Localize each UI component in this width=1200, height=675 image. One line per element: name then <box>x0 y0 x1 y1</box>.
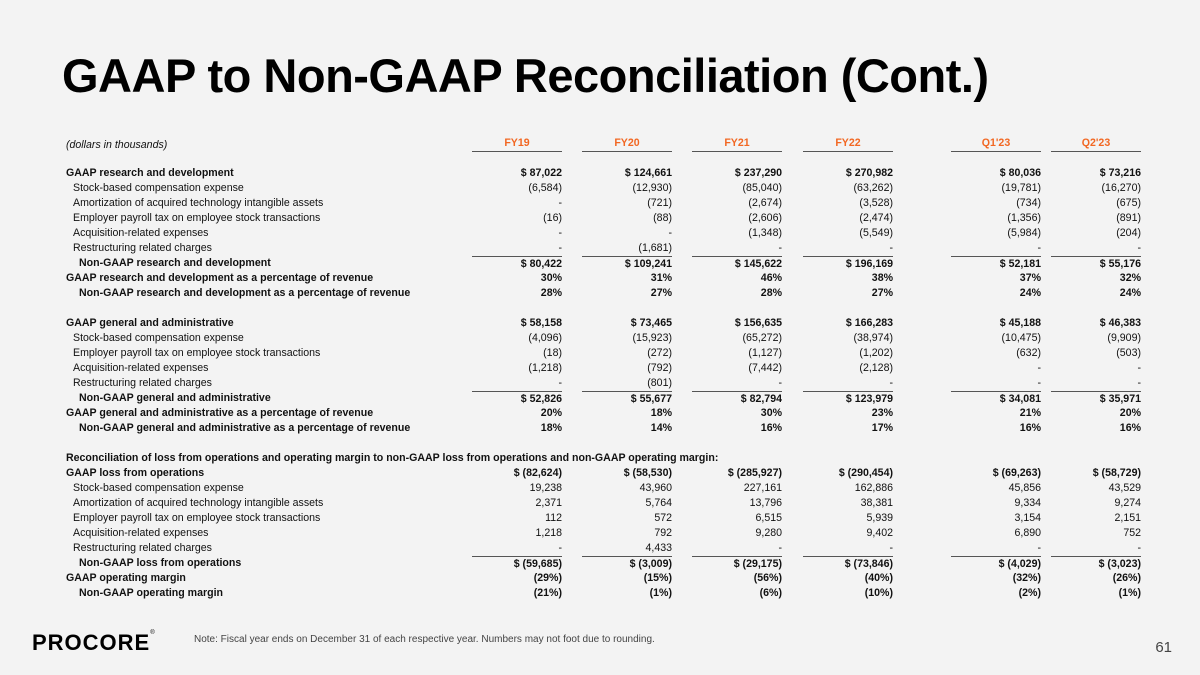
table-cell: $ 52,826 <box>472 391 562 407</box>
table-cell: 6,515 <box>755 512 782 524</box>
table-cell: $ 73,465 <box>630 317 672 329</box>
table-cell: (85,040) <box>742 182 782 194</box>
table-cell: (56%) <box>753 572 782 584</box>
table-cell: 17% <box>871 422 893 434</box>
table-cell: 5,939 <box>866 512 893 524</box>
table-cell: 45,856 <box>1008 482 1041 494</box>
column-header: FY21 <box>692 136 782 152</box>
table-cell: (63,262) <box>853 182 893 194</box>
table-cell: 32% <box>1119 272 1141 284</box>
table-cell: - <box>1037 377 1041 389</box>
table-cell: (21%) <box>533 587 562 599</box>
table-cell: (29%) <box>533 572 562 584</box>
table-cell: (1,127) <box>748 347 782 359</box>
spacer <box>66 301 1146 316</box>
table-cell: $ 82,794 <box>692 391 782 407</box>
table-cell: - <box>1137 377 1141 389</box>
table-cell: (10,475) <box>1001 332 1041 344</box>
row-label: GAAP general and administrative as a percentage of revenue <box>66 407 374 419</box>
table-cell: - <box>778 377 782 389</box>
table-cell: (6%) <box>759 587 782 599</box>
table-cell: $ 58,158 <box>520 317 562 329</box>
table-row <box>66 316 1146 331</box>
table-cell: $ 123,979 <box>803 391 893 407</box>
row-label: Reconciliation of loss from operations and operating margin to non-GAAP loss from operations and non-GAAP operating margin: <box>66 452 719 464</box>
table-cell: - <box>778 242 782 254</box>
table-cell: 162,886 <box>854 482 893 494</box>
table-cell: (1%) <box>1118 587 1141 599</box>
table-cell: 24% <box>1019 287 1041 299</box>
table-row <box>66 556 1146 571</box>
table-cell: - <box>1037 362 1041 374</box>
row-label: GAAP loss from operations <box>66 467 205 479</box>
row-label: GAAP operating margin <box>66 572 186 584</box>
table-cell: (801) <box>647 377 672 389</box>
table-cell: - <box>1037 242 1041 254</box>
table-row <box>66 526 1146 541</box>
table-cell: 30% <box>760 407 782 419</box>
table-cell: 9,334 <box>1014 497 1041 509</box>
table-row <box>66 391 1146 406</box>
row-label: Acquisition-related expenses <box>73 527 209 539</box>
table-cell: 23% <box>871 407 893 419</box>
table-cell: $ (285,927) <box>727 467 782 479</box>
table-row <box>66 496 1146 511</box>
table-row <box>66 586 1146 601</box>
table-cell: (272) <box>647 347 672 359</box>
table-cell: $ (290,454) <box>838 467 893 479</box>
table-cell: - <box>889 377 893 389</box>
table-cell: (12,930) <box>632 182 672 194</box>
table-row <box>66 541 1146 556</box>
table-cell: $ 270,982 <box>845 167 893 179</box>
table-cell: 19,238 <box>529 482 562 494</box>
table-cell: $ 45,188 <box>999 317 1041 329</box>
table-cell: - <box>1137 242 1141 254</box>
table-cell: (26%) <box>1112 572 1141 584</box>
table-cell: $ 73,216 <box>1099 167 1141 179</box>
table-cell: (10%) <box>864 587 893 599</box>
table-row <box>66 166 1146 181</box>
table-cell: 31% <box>650 272 672 284</box>
table-row <box>66 511 1146 526</box>
table-cell: $ (73,846) <box>803 556 893 572</box>
table-cell: 9,274 <box>1114 497 1141 509</box>
table-cell: (7,442) <box>748 362 782 374</box>
table-cell: - <box>558 542 562 554</box>
row-label: Amortization of acquired technology intangible assets <box>73 197 324 209</box>
table-row <box>66 346 1146 361</box>
spacer <box>66 436 1146 451</box>
table-cell: $ 55,176 <box>1051 256 1141 272</box>
table-cell: (2,606) <box>748 212 782 224</box>
table-row <box>66 241 1146 256</box>
table-cell: 16% <box>1119 422 1141 434</box>
table-cell: 4,433 <box>645 542 672 554</box>
table-cell: $ 145,622 <box>692 256 782 272</box>
table-cell: (5,549) <box>859 227 893 239</box>
table-cell: $ (58,729) <box>1092 467 1141 479</box>
table-cell: $ 35,971 <box>1051 391 1141 407</box>
table-cell: $ (3,023) <box>1051 556 1141 572</box>
table-cell: (1,202) <box>859 347 893 359</box>
table-cell: (721) <box>647 197 672 209</box>
table-row <box>66 466 1146 481</box>
row-label: Non-GAAP research and development as a percentage of revenue <box>79 287 411 299</box>
procore-logo: PROCORE® <box>32 630 156 655</box>
table-cell: 9,280 <box>755 527 782 539</box>
table-cell: (65,272) <box>742 332 782 344</box>
row-label: Employer payroll tax on employee stock transactions <box>73 512 321 524</box>
table-cell: $ (59,685) <box>472 556 562 572</box>
table-cell: 13,796 <box>749 497 782 509</box>
table-cell: (632) <box>1016 347 1041 359</box>
table-cell: (5,984) <box>1007 227 1041 239</box>
row-label: Restructuring related charges <box>73 377 212 389</box>
table-header-row <box>66 136 1146 154</box>
page-number: 61 <box>1155 639 1172 656</box>
table-cell: - <box>558 227 562 239</box>
table-cell: - <box>1137 362 1141 374</box>
table-cell: $ 87,022 <box>520 167 562 179</box>
row-label: GAAP general and administrative <box>66 317 234 329</box>
table-cell: $ 80,036 <box>999 167 1041 179</box>
table-cell: $ 46,383 <box>1099 317 1141 329</box>
table-row <box>66 211 1146 226</box>
table-cell: (891) <box>1116 212 1141 224</box>
table-cell: 18% <box>540 422 562 434</box>
table-cell: 28% <box>760 287 782 299</box>
table-row <box>66 181 1146 196</box>
table-cell: (2%) <box>1018 587 1041 599</box>
row-label: GAAP research and development as a percentage of revenue <box>66 272 374 284</box>
table-row <box>66 481 1146 496</box>
table-cell: 43,529 <box>1108 482 1141 494</box>
table-cell: 1,218 <box>535 527 562 539</box>
table-cell: 27% <box>650 287 672 299</box>
table-cell: (9,909) <box>1107 332 1141 344</box>
row-label: Stock-based compensation expense <box>73 332 244 344</box>
table-cell: 9,402 <box>866 527 893 539</box>
table-cell: - <box>1137 542 1141 554</box>
table-cell: (1,218) <box>528 362 562 374</box>
table-cell: - <box>889 242 893 254</box>
table-cell: 38,381 <box>860 497 893 509</box>
table-row <box>66 271 1146 286</box>
row-label: Non-GAAP operating margin <box>79 587 224 599</box>
table-cell: 112 <box>545 512 562 524</box>
row-label: Stock-based compensation expense <box>73 182 244 194</box>
table-cell: 24% <box>1119 287 1141 299</box>
table-cell: $ 156,635 <box>734 317 782 329</box>
units-label: (dollars in thousands) <box>66 139 168 151</box>
table-cell: (2,474) <box>859 212 893 224</box>
table-cell: (38,974) <box>853 332 893 344</box>
table-cell: 37% <box>1019 272 1041 284</box>
table-cell: - <box>668 227 672 239</box>
table-cell: (15%) <box>643 572 672 584</box>
table-cell: (1,681) <box>638 242 672 254</box>
table-cell: $ (82,624) <box>513 467 562 479</box>
table-cell: $ (69,263) <box>992 467 1041 479</box>
table-cell: (16,270) <box>1101 182 1141 194</box>
row-label: Restructuring related charges <box>73 242 212 254</box>
table-cell: $ (3,009) <box>582 556 672 572</box>
table-cell: (675) <box>1116 197 1141 209</box>
row-label: Employer payroll tax on employee stock transactions <box>73 347 321 359</box>
row-label: Non-GAAP research and development <box>79 257 271 269</box>
table-row <box>66 376 1146 391</box>
table-cell: 16% <box>760 422 782 434</box>
table-cell: $ (4,029) <box>951 556 1041 572</box>
table-cell: $ 34,081 <box>951 391 1041 407</box>
table-cell: (1%) <box>649 587 672 599</box>
page-title: GAAP to Non-GAAP Reconciliation (Cont.) <box>62 49 989 102</box>
table-cell: $ 166,283 <box>845 317 893 329</box>
table-cell: 16% <box>1019 422 1041 434</box>
table-cell: 30% <box>540 272 562 284</box>
table-cell: (1,348) <box>748 227 782 239</box>
table-cell: (18) <box>543 347 562 359</box>
table-cell: 38% <box>871 272 893 284</box>
table-cell: (16) <box>543 212 562 224</box>
table-cell: 5,764 <box>645 497 672 509</box>
table-cell: 14% <box>650 422 672 434</box>
reconciliation-table <box>66 136 1146 601</box>
table-row <box>66 256 1146 271</box>
table-cell: - <box>558 242 562 254</box>
table-cell: (19,781) <box>1001 182 1041 194</box>
table-cell: - <box>778 542 782 554</box>
table-cell: (32%) <box>1012 572 1041 584</box>
table-cell: (40%) <box>864 572 893 584</box>
table-cell: 6,890 <box>1014 527 1041 539</box>
column-header: FY20 <box>582 136 672 152</box>
table-cell: $ 109,241 <box>582 256 672 272</box>
table-cell: - <box>558 377 562 389</box>
row-label: Acquisition-related expenses <box>73 362 209 374</box>
table-row <box>66 451 1146 466</box>
table-cell: - <box>558 197 562 209</box>
row-label: GAAP research and development <box>66 167 234 179</box>
table-cell: 572 <box>654 512 672 524</box>
column-header: Q1'23 <box>951 136 1041 152</box>
table-cell: $ (58,530) <box>623 467 672 479</box>
table-cell: $ (29,175) <box>692 556 782 572</box>
table-cell: 20% <box>540 407 562 419</box>
table-cell: (1,356) <box>1007 212 1041 224</box>
table-cell: (6,584) <box>528 182 562 194</box>
table-cell: $ 52,181 <box>951 256 1041 272</box>
column-header: FY19 <box>472 136 562 152</box>
table-cell: $ 196,169 <box>803 256 893 272</box>
table-row <box>66 286 1146 301</box>
table-cell: $ 237,290 <box>734 167 782 179</box>
row-label: Non-GAAP general and administrative as a percentage of revenue <box>79 422 411 434</box>
table-cell: (503) <box>1116 347 1141 359</box>
table-row <box>66 406 1146 421</box>
row-label: Acquisition-related expenses <box>73 227 209 239</box>
table-cell: (88) <box>653 212 672 224</box>
table-cell: (4,096) <box>528 332 562 344</box>
table-cell: (15,923) <box>632 332 672 344</box>
table-cell: (204) <box>1116 227 1141 239</box>
table-cell: (3,528) <box>859 197 893 209</box>
table-cell: $ 80,422 <box>472 256 562 272</box>
table-row <box>66 331 1146 346</box>
row-label: Restructuring related charges <box>73 542 212 554</box>
table-cell: 18% <box>650 407 672 419</box>
table-row <box>66 196 1146 211</box>
table-cell: 28% <box>540 287 562 299</box>
table-cell: $ 55,677 <box>582 391 672 407</box>
table-cell: (734) <box>1016 197 1041 209</box>
table-row <box>66 361 1146 376</box>
row-label: Stock-based compensation expense <box>73 482 244 494</box>
table-cell: 27% <box>871 287 893 299</box>
table-cell: $ 124,661 <box>624 167 672 179</box>
table-cell: 46% <box>760 272 782 284</box>
row-label: Employer payroll tax on employee stock transactions <box>73 212 321 224</box>
table-row <box>66 571 1146 586</box>
table-cell: 43,960 <box>639 482 672 494</box>
row-label: Non-GAAP general and administrative <box>79 392 271 404</box>
table-cell: 2,371 <box>535 497 562 509</box>
table-cell: (792) <box>647 362 672 374</box>
table-row <box>66 226 1146 241</box>
table-cell: 3,154 <box>1014 512 1041 524</box>
table-cell: 227,161 <box>743 482 782 494</box>
footnote: Note: Fiscal year ends on December 31 of each respective year. Numbers may not foot due to rounding. <box>194 634 655 645</box>
table-cell: - <box>889 542 893 554</box>
table-cell: 752 <box>1123 527 1141 539</box>
row-label: Amortization of acquired technology intangible assets <box>73 497 324 509</box>
column-header: FY22 <box>803 136 893 152</box>
table-cell: 2,151 <box>1114 512 1141 524</box>
table-row <box>66 421 1146 436</box>
table-cell: (2,128) <box>859 362 893 374</box>
row-label: Non-GAAP loss from operations <box>79 557 242 569</box>
column-header: Q2'23 <box>1051 136 1141 152</box>
table-cell: 20% <box>1119 407 1141 419</box>
table-cell: 21% <box>1019 407 1041 419</box>
table-cell: - <box>1037 542 1041 554</box>
table-cell: 792 <box>654 527 672 539</box>
table-cell: (2,674) <box>748 197 782 209</box>
